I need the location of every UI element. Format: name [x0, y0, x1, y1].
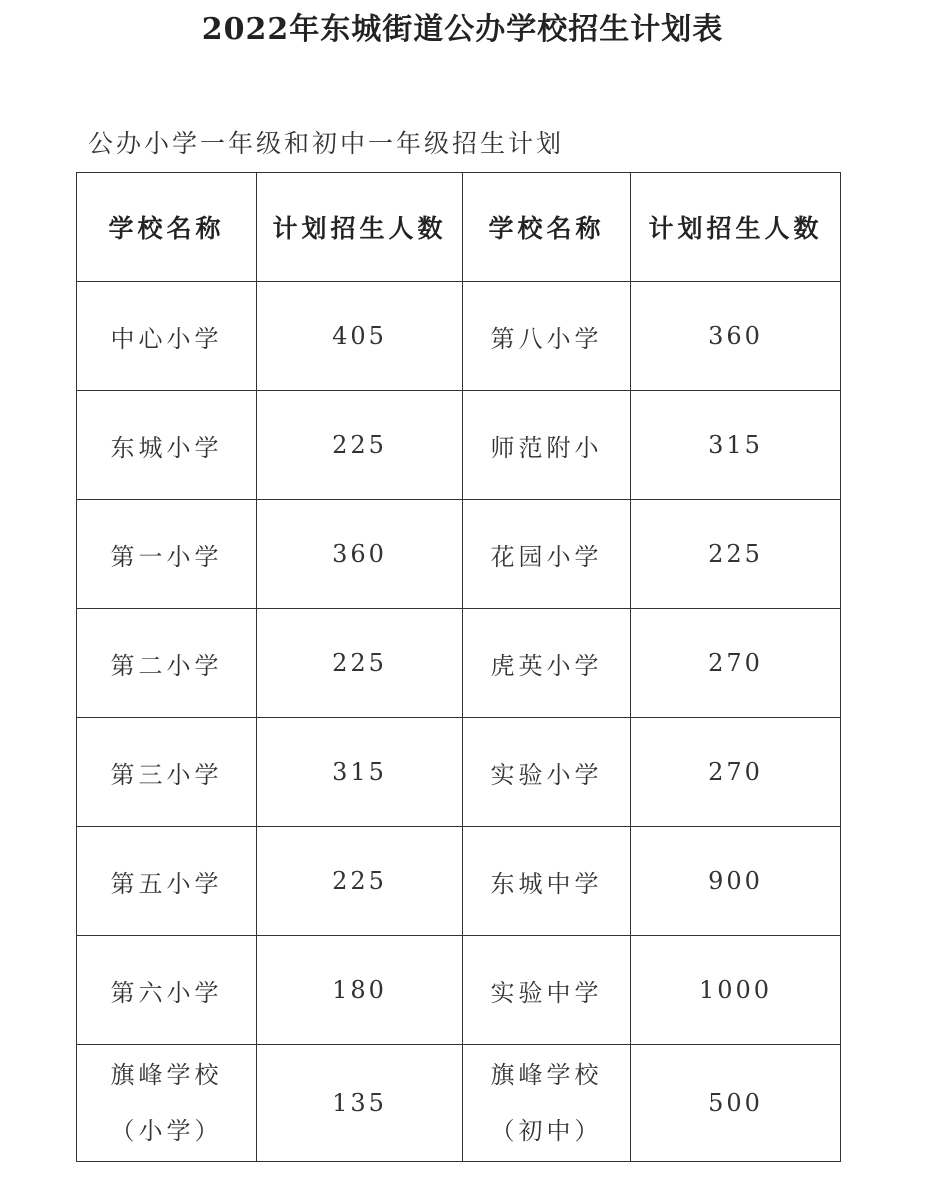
school-name-line1: 旗峰学校 [110, 1061, 223, 1089]
school-name-cell: 东城小学 [77, 391, 257, 500]
table-row [77, 827, 841, 936]
school-name-line2: （初中） [490, 1117, 603, 1145]
planned-count-cell: 180 [257, 936, 463, 1045]
planned-count-cell: 135 [257, 1045, 463, 1162]
school-name-line1: 旗峰学校 [490, 1061, 603, 1089]
planned-count-cell: 315 [631, 391, 841, 500]
planned-count-cell: 360 [257, 500, 463, 609]
school-name-cell: 师范附小 [463, 391, 631, 500]
school-name-line2: （小学） [110, 1117, 223, 1145]
school-name-cell: 第三小学 [77, 718, 257, 827]
school-name-cell: 中心小学 [77, 282, 257, 391]
school-name-cell [463, 1045, 631, 1162]
school-name-cell: 第二小学 [77, 609, 257, 718]
school-name-cell [77, 1045, 257, 1162]
planned-count-cell: 500 [631, 1045, 841, 1162]
header-planned-count-2: 计划招生人数 [631, 173, 841, 282]
planned-count-cell: 315 [257, 718, 463, 827]
school-name-cell: 第一小学 [77, 500, 257, 609]
school-name-cell: 虎英小学 [463, 609, 631, 718]
school-name-cell: 东城中学 [463, 827, 631, 936]
planned-count-cell: 225 [257, 391, 463, 500]
header-school-name-2: 学校名称 [463, 173, 631, 282]
page-title: 2022年东城街道公办学校招生计划表 [201, 12, 724, 47]
table-row [77, 609, 841, 718]
school-name-cell: 花园小学 [463, 500, 631, 609]
table-row [77, 391, 841, 500]
school-name-cell: 实验中学 [463, 936, 631, 1045]
planned-count-cell: 360 [631, 282, 841, 391]
planned-count-cell: 1000 [631, 936, 841, 1045]
school-name-cell: 第六小学 [77, 936, 257, 1045]
school-name-cell: 第五小学 [77, 827, 257, 936]
table-header-row [77, 173, 841, 282]
table-row [77, 936, 841, 1045]
planned-count-cell: 225 [257, 827, 463, 936]
planned-count-cell: 270 [631, 609, 841, 718]
enrollment-plan-table [76, 172, 841, 1162]
table-row [77, 282, 841, 391]
planned-count-cell: 900 [631, 827, 841, 936]
school-name-cell: 实验小学 [463, 718, 631, 827]
header-planned-count: 计划招生人数 [257, 173, 463, 282]
planned-count-cell: 225 [257, 609, 463, 718]
table-row [77, 500, 841, 609]
planned-count-cell: 225 [631, 500, 841, 609]
header-school-name: 学校名称 [77, 173, 257, 282]
table-row [77, 718, 841, 827]
table-subtitle: 公办小学一年级和初中一年级招生计划 [88, 129, 565, 158]
school-name-cell: 第八小学 [463, 282, 631, 391]
planned-count-cell: 270 [631, 718, 841, 827]
table-row [77, 1045, 841, 1162]
planned-count-cell: 405 [257, 282, 463, 391]
